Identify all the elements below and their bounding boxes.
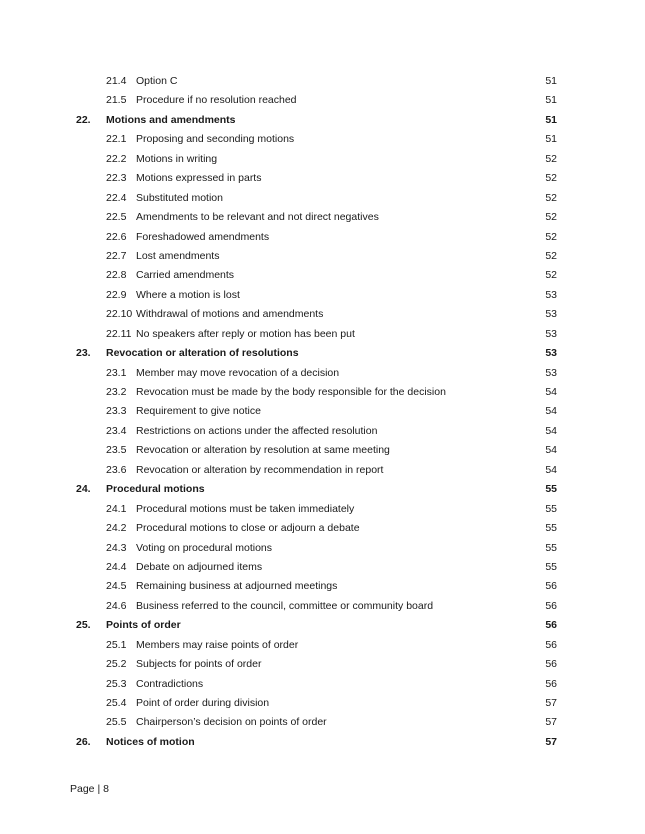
toc-entry-number: 23.4 xyxy=(106,424,127,437)
toc-entry-number: 22.2 xyxy=(106,152,127,165)
toc-entry-title: Procedural motions xyxy=(106,483,205,496)
toc-entry-page: 51 xyxy=(545,75,557,87)
toc-entry-title: Where a motion is lost xyxy=(136,288,240,301)
toc-entry-title: Debate on adjourned items xyxy=(136,560,263,573)
toc-entry-title: Motions in writing xyxy=(136,152,218,165)
toc-entry[interactable] xyxy=(0,325,645,344)
toc-entry-title: Procedure if no resolution reached xyxy=(136,94,297,107)
toc-entry-title: Points of order xyxy=(106,619,181,632)
toc-entry-number: 24.1 xyxy=(106,502,127,515)
toc-entry[interactable] xyxy=(0,655,645,674)
toc-entry-title: Proposing and seconding motions xyxy=(136,133,295,146)
toc-entry-title: Contradictions xyxy=(136,677,204,690)
toc-entry-title: Withdrawal of motions and amendments xyxy=(136,308,324,321)
toc-entry-page: 57 xyxy=(545,716,557,729)
toc-entry[interactable] xyxy=(0,713,645,732)
toc-entry-page: 54 xyxy=(545,444,557,457)
toc-entry[interactable] xyxy=(0,441,645,460)
toc-section-heading[interactable] xyxy=(0,733,645,752)
toc-entry-page: 56 xyxy=(545,638,557,651)
toc-entry-number: 25.2 xyxy=(106,658,127,671)
toc-entry-page: 52 xyxy=(545,230,557,243)
toc-entry-title: Subjects for points of order xyxy=(136,658,262,671)
toc-entry-title: Members may raise points of order xyxy=(136,638,299,651)
toc-entry-title: Notices of motion xyxy=(106,735,195,748)
toc-entry-number: 24.2 xyxy=(106,522,127,535)
toc-entry-number: 23.2 xyxy=(106,386,127,398)
toc-entry-page: 57 xyxy=(545,735,557,748)
toc-entry-page: 55 xyxy=(545,522,557,535)
toc-entry-number: 22.7 xyxy=(106,249,127,262)
toc-section-heading[interactable] xyxy=(0,344,645,363)
toc-entry[interactable] xyxy=(0,422,645,441)
footer-separator: | xyxy=(97,783,101,795)
toc-entry-number: 22. xyxy=(76,113,91,126)
toc-entry-number: 25.1 xyxy=(106,638,127,651)
toc-entry-number: 21.5 xyxy=(106,94,127,107)
toc-entry-page: 52 xyxy=(545,152,557,165)
toc-entry-number: 22.5 xyxy=(106,211,127,224)
toc-entry-page: 53 xyxy=(545,366,557,379)
toc-entry-number: 22.11 xyxy=(106,327,132,340)
toc-entry-number: 24.3 xyxy=(106,541,127,554)
toc-entry-page: 54 xyxy=(545,424,557,437)
toc-entry-title: Revocation or alteration by resolution at same meeting xyxy=(136,444,390,457)
toc-entry-number: 25.4 xyxy=(106,697,127,709)
toc-entry-number: 24.6 xyxy=(106,599,127,612)
toc-entry[interactable] xyxy=(0,189,645,208)
toc-entry-number: 22.4 xyxy=(106,191,127,204)
toc-entry[interactable] xyxy=(0,286,645,305)
toc-entry-title: Restrictions on actions under the affected resolution xyxy=(136,424,378,437)
toc-entry-number: 23.1 xyxy=(106,366,127,379)
toc-entry[interactable] xyxy=(0,247,645,266)
toc-entry-page: 54 xyxy=(545,405,557,418)
footer-page-number: 8 xyxy=(103,783,109,795)
toc-section-heading[interactable] xyxy=(0,480,645,499)
toc-entry-page: 57 xyxy=(545,697,557,709)
toc-entry-page: 52 xyxy=(545,211,557,224)
toc-entry-page: 56 xyxy=(545,677,557,690)
toc-entry[interactable] xyxy=(0,266,645,285)
toc-entry[interactable] xyxy=(0,364,645,383)
toc-entry[interactable] xyxy=(0,91,645,110)
toc-entry-number: 24. xyxy=(76,483,91,496)
toc-entry-number: 22.1 xyxy=(106,133,127,146)
toc-entry-page: 52 xyxy=(545,172,557,185)
toc-entry[interactable] xyxy=(0,500,645,519)
toc-entry-title: Member may move revocation of a decision xyxy=(136,366,340,379)
toc-entry-number: 26. xyxy=(76,735,91,748)
toc-entry-number: 25. xyxy=(76,619,91,632)
toc-entry-title: Voting on procedural motions xyxy=(136,541,273,554)
toc-entry-title: No speakers after reply or motion has been put xyxy=(136,327,355,340)
toc-entry-title: Revocation or alteration of resolutions xyxy=(106,347,299,360)
toc-entry[interactable] xyxy=(0,694,645,713)
toc-entry-title: Revocation must be made by the body responsible for the decision xyxy=(136,386,446,398)
toc-entry-title: Remaining business at adjourned meetings xyxy=(136,580,338,593)
toc-entry-title: Motions and amendments xyxy=(106,113,236,126)
toc-entry-page: 52 xyxy=(545,249,557,262)
toc-entry-page: 54 xyxy=(545,386,557,398)
toc-entry[interactable] xyxy=(0,519,645,538)
toc-entry-page: 51 xyxy=(545,113,557,126)
toc-entry[interactable] xyxy=(0,383,645,402)
toc-entry-number: 25.5 xyxy=(106,716,127,729)
toc-entry[interactable] xyxy=(0,169,645,188)
toc-entry-title: Point of order during division xyxy=(136,697,270,709)
toc-entry-number: 23.5 xyxy=(106,444,127,457)
toc-entry[interactable] xyxy=(0,636,645,655)
toc-entry-page: 51 xyxy=(545,94,557,107)
toc-entry-number: 23. xyxy=(76,347,91,360)
toc-entry[interactable] xyxy=(0,72,645,91)
toc-entry[interactable] xyxy=(0,597,645,616)
toc-entry-title: Amendments to be relevant and not direct negatives xyxy=(136,211,379,224)
toc-entry[interactable] xyxy=(0,539,645,558)
toc-entry-page: 55 xyxy=(545,560,557,573)
toc-entry-title: Requirement to give notice xyxy=(136,405,261,418)
toc-entry-page: 52 xyxy=(545,269,557,282)
table-of-contents xyxy=(0,72,645,752)
toc-entry-title: Foreshadowed amendments xyxy=(136,230,270,243)
toc-entry[interactable] xyxy=(0,208,645,227)
toc-entry-number: 21.4 xyxy=(106,75,127,87)
toc-section-heading[interactable] xyxy=(0,616,645,635)
toc-entry-page: 53 xyxy=(545,327,557,340)
toc-entry-page: 56 xyxy=(545,580,557,593)
toc-entry-number: 23.3 xyxy=(106,405,127,418)
toc-entry-page: 55 xyxy=(545,502,557,515)
toc-entry-page: 56 xyxy=(545,619,557,632)
toc-entry-number: 22.10 xyxy=(106,308,133,321)
toc-entry-page: 55 xyxy=(545,483,557,496)
toc-entry-page: 55 xyxy=(545,541,557,554)
toc-entry[interactable] xyxy=(0,675,645,694)
toc-entry-number: 25.3 xyxy=(106,677,127,690)
toc-section-heading[interactable] xyxy=(0,111,645,130)
toc-entry[interactable] xyxy=(0,402,645,421)
toc-entry-number: 22.3 xyxy=(106,172,127,185)
toc-entry-title: Lost amendments xyxy=(136,249,220,262)
toc-entry-title: Option C xyxy=(136,75,178,87)
toc-entry-number: 24.4 xyxy=(106,560,127,573)
toc-entry[interactable] xyxy=(0,305,645,324)
toc-entry-page: 51 xyxy=(545,133,557,146)
toc-entry-page: 54 xyxy=(545,463,557,476)
toc-entry-page: 53 xyxy=(545,347,557,360)
toc-entry-title: Procedural motions must be taken immediately xyxy=(136,502,355,515)
page-footer xyxy=(70,780,109,798)
toc-entry-page: 52 xyxy=(545,191,557,204)
toc-entry-page: 53 xyxy=(545,288,557,301)
toc-entry[interactable] xyxy=(0,577,645,596)
toc-entry-title: Chairperson’s decision on points of order xyxy=(136,716,327,729)
toc-entry[interactable] xyxy=(0,228,645,247)
toc-entry-title: Revocation or alteration by recommendation in report xyxy=(136,463,384,476)
toc-entry-number: 22.6 xyxy=(106,230,127,243)
toc-entry-page: 56 xyxy=(545,599,557,612)
toc-entry-title: Business referred to the council, committee or community board xyxy=(136,599,434,612)
footer-page-label: Page xyxy=(70,783,95,795)
toc-entry-number: 23.6 xyxy=(106,463,127,476)
toc-entry-number: 22.8 xyxy=(106,269,127,282)
toc-entry[interactable] xyxy=(0,150,645,169)
toc-entry-page: 56 xyxy=(545,658,557,671)
toc-entry-title: Motions expressed in parts xyxy=(136,172,262,185)
toc-entry[interactable] xyxy=(0,130,645,149)
toc-entry-number: 24.5 xyxy=(106,580,127,593)
toc-entry-title: Carried amendments xyxy=(136,269,235,282)
toc-entry-title: Substituted motion xyxy=(136,191,223,204)
toc-entry-number: 22.9 xyxy=(106,288,127,301)
toc-entry[interactable] xyxy=(0,558,645,577)
toc-entry-title: Procedural motions to close or adjourn a debate xyxy=(136,522,360,535)
toc-entry-page: 53 xyxy=(545,308,557,321)
toc-entry[interactable] xyxy=(0,461,645,480)
